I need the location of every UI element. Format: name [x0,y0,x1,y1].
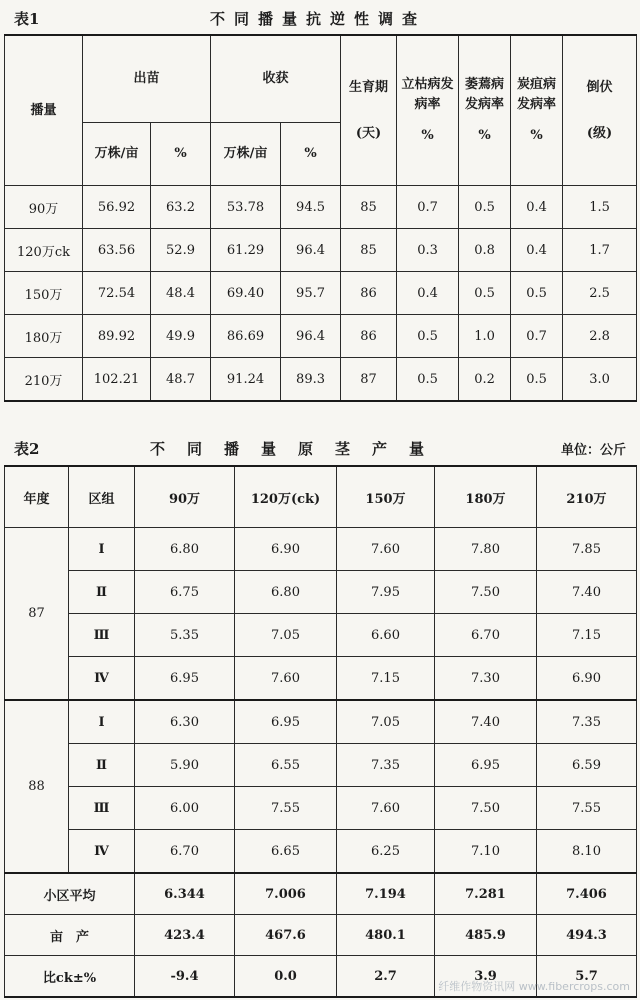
subheader-emergence-pct: % [151,123,211,186]
cell: 86 [341,315,397,358]
cell: 90万 [5,186,83,229]
header-sowing: 播量 [5,35,83,186]
cell: 85 [341,229,397,272]
cell: 52.9 [151,229,211,272]
cell: 48.7 [151,358,211,402]
table2-row [5,657,637,701]
table2-yield [4,465,637,998]
header-150w: 150万 [337,466,435,528]
block-cell: Ⅱ [69,744,135,787]
header-tanju-unit: % [530,128,543,144]
cell: 7.60 [337,787,435,830]
cell: 0.5 [459,272,511,315]
cell: 102.21 [83,358,151,402]
cell: 7.50 [435,787,537,830]
block-cell: Ⅰ [69,700,135,744]
header-weining [459,35,511,186]
cell: -9.4 [135,956,235,998]
cell: 6.25 [337,830,435,874]
cell: 0.8 [459,229,511,272]
cell: 2.5 [563,272,637,315]
header-210w: 210万 [537,466,637,528]
cell: 0.0 [235,956,337,998]
block-cell: Ⅱ [69,571,135,614]
year-cell: 87 [5,528,69,701]
header-year: 年度 [5,466,69,528]
cell: 7.10 [435,830,537,874]
cell: 7.35 [337,744,435,787]
table1-resistance [4,34,637,402]
cell: 6.60 [337,614,435,657]
cell: 6.95 [435,744,537,787]
cell: 7.05 [235,614,337,657]
header-lodging [563,35,637,186]
cell: 7.15 [537,614,637,657]
cell: 180万 [5,315,83,358]
header-lige [397,35,459,186]
cell: 6.00 [135,787,235,830]
watermark: 纤维作物资讯网 www.fibercrops.com [438,980,630,993]
cell: 0.4 [511,229,563,272]
cell: 7.05 [337,700,435,744]
cell: 5.35 [135,614,235,657]
cell: 6.90 [235,528,337,571]
cell: 8.10 [537,830,637,874]
cell: 0.7 [511,315,563,358]
cell: 6.80 [135,528,235,571]
cell: 72.54 [83,272,151,315]
cell: 0.7 [397,186,459,229]
cell: 0.3 [397,229,459,272]
summary-row-average [5,873,637,915]
table2-row [5,614,637,657]
table1-label: 表1 [14,10,40,28]
cell: 1.7 [563,229,637,272]
table1-row [5,358,637,402]
cell: 96.4 [281,229,341,272]
cell: 2.8 [563,315,637,358]
header-tanju [511,35,563,186]
cell: 494.3 [537,915,637,956]
cell: 6.75 [135,571,235,614]
table1-row [5,229,637,272]
cell: 63.2 [151,186,211,229]
cell: 6.70 [135,830,235,874]
cell: 86 [341,272,397,315]
table2-row [5,700,637,744]
table2-row [5,571,637,614]
cell: 95.7 [281,272,341,315]
cell: 0.5 [511,272,563,315]
header-lodging-label: 倒伏 [586,80,613,95]
cell: 7.80 [435,528,537,571]
cell: 485.9 [435,915,537,956]
cell: 480.1 [337,915,435,956]
header-growth-unit: (天) [355,125,382,141]
header-growth-label: 生育期 [349,80,389,95]
subheader-harvest-count: 万株/亩 [211,123,281,186]
cell: 6.90 [537,657,637,701]
cell: 6.65 [235,830,337,874]
block-cell: Ⅲ [69,614,135,657]
cell: 1.5 [563,186,637,229]
cell: 7.35 [537,700,637,744]
header-180w: 180万 [435,466,537,528]
cell: 7.95 [337,571,435,614]
cell: 85 [341,186,397,229]
table2-row [5,744,637,787]
summary-label: 亩 产 [5,915,135,956]
cell: 6.59 [537,744,637,787]
table1-row [5,186,637,229]
cell: 7.30 [435,657,537,701]
cell: 0.4 [511,186,563,229]
cell: 0.4 [397,272,459,315]
cell: 7.406 [537,873,637,915]
summary-row-yield [5,915,637,956]
cell: 5.90 [135,744,235,787]
subheader-harvest-pct: % [281,123,341,186]
cell: 48.4 [151,272,211,315]
cell: 5.7 [537,956,637,998]
cell: 467.6 [235,915,337,956]
cell: 49.9 [151,315,211,358]
cell: 2.7 [337,956,435,998]
cell: 7.60 [235,657,337,701]
cell: 96.4 [281,315,341,358]
cell: 7.40 [537,571,637,614]
header-90w: 90万 [135,466,235,528]
header-emergence: 出苗 [83,35,211,123]
header-weining-unit: % [478,128,491,144]
cell: 0.5 [511,358,563,402]
summary-label: 比ck±% [5,956,135,998]
table2-unit: 单位：公斤 [560,443,626,458]
table2-title: 不同播量原茎产量 [150,440,447,458]
block-cell: Ⅰ [69,528,135,571]
block-cell: Ⅳ [69,830,135,874]
cell: 6.30 [135,700,235,744]
header-lige-label: 立枯病发病率 [401,77,454,112]
cell: 120万ck [5,229,83,272]
header-tanju-label: 炭疽病发病率 [517,77,557,112]
year-cell: 88 [5,700,69,873]
table2-row [5,528,637,571]
cell: 6.80 [235,571,337,614]
header-weining-label: 萎蔫病发病率 [465,77,505,112]
header-120w-ck: 120万(ck) [235,466,337,528]
cell: 86.69 [211,315,281,358]
cell: 91.24 [211,358,281,402]
cell: 7.50 [435,571,537,614]
header-lige-unit: % [421,128,434,144]
cell: 3.9 [435,956,537,998]
cell: 0.5 [397,315,459,358]
table2-label: 表2 [14,440,40,458]
cell: 94.5 [281,186,341,229]
cell: 7.40 [435,700,537,744]
table1-row [5,315,637,358]
cell: 6.344 [135,873,235,915]
cell: 6.95 [135,657,235,701]
subheader-emergence-count: 万株/亩 [83,123,151,186]
cell: 150万 [5,272,83,315]
cell: 7.60 [337,528,435,571]
cell: 1.0 [459,315,511,358]
cell: 423.4 [135,915,235,956]
cell: 69.40 [211,272,281,315]
cell: 6.55 [235,744,337,787]
cell: 0.5 [459,186,511,229]
header-growth-period [341,35,397,186]
cell: 0.2 [459,358,511,402]
block-cell: Ⅲ [69,787,135,830]
summary-label: 小区平均 [5,873,135,915]
cell: 61.29 [211,229,281,272]
cell: 89.92 [83,315,151,358]
table2-title-row [0,432,640,462]
cell: 63.56 [83,229,151,272]
cell: 7.194 [337,873,435,915]
cell: 6.70 [435,614,537,657]
cell: 7.55 [537,787,637,830]
table1-row [5,272,637,315]
table2-row [5,830,637,874]
cell: 7.85 [537,528,637,571]
cell: 7.006 [235,873,337,915]
table1-title-row [0,2,640,32]
block-cell: Ⅳ [69,657,135,701]
table1-title: 不同播量抗逆性调查 [210,10,427,28]
cell: 7.281 [435,873,537,915]
cell: 7.55 [235,787,337,830]
cell: 3.0 [563,358,637,402]
cell: 0.5 [397,358,459,402]
cell: 89.3 [281,358,341,402]
table2-row [5,787,637,830]
cell: 7.15 [337,657,435,701]
cell: 53.78 [211,186,281,229]
header-lodging-unit: (级) [586,125,613,141]
header-harvest: 收获 [211,35,341,123]
header-block: 区组 [69,466,135,528]
cell: 56.92 [83,186,151,229]
cell: 87 [341,358,397,402]
cell: 210万 [5,358,83,402]
cell: 6.95 [235,700,337,744]
